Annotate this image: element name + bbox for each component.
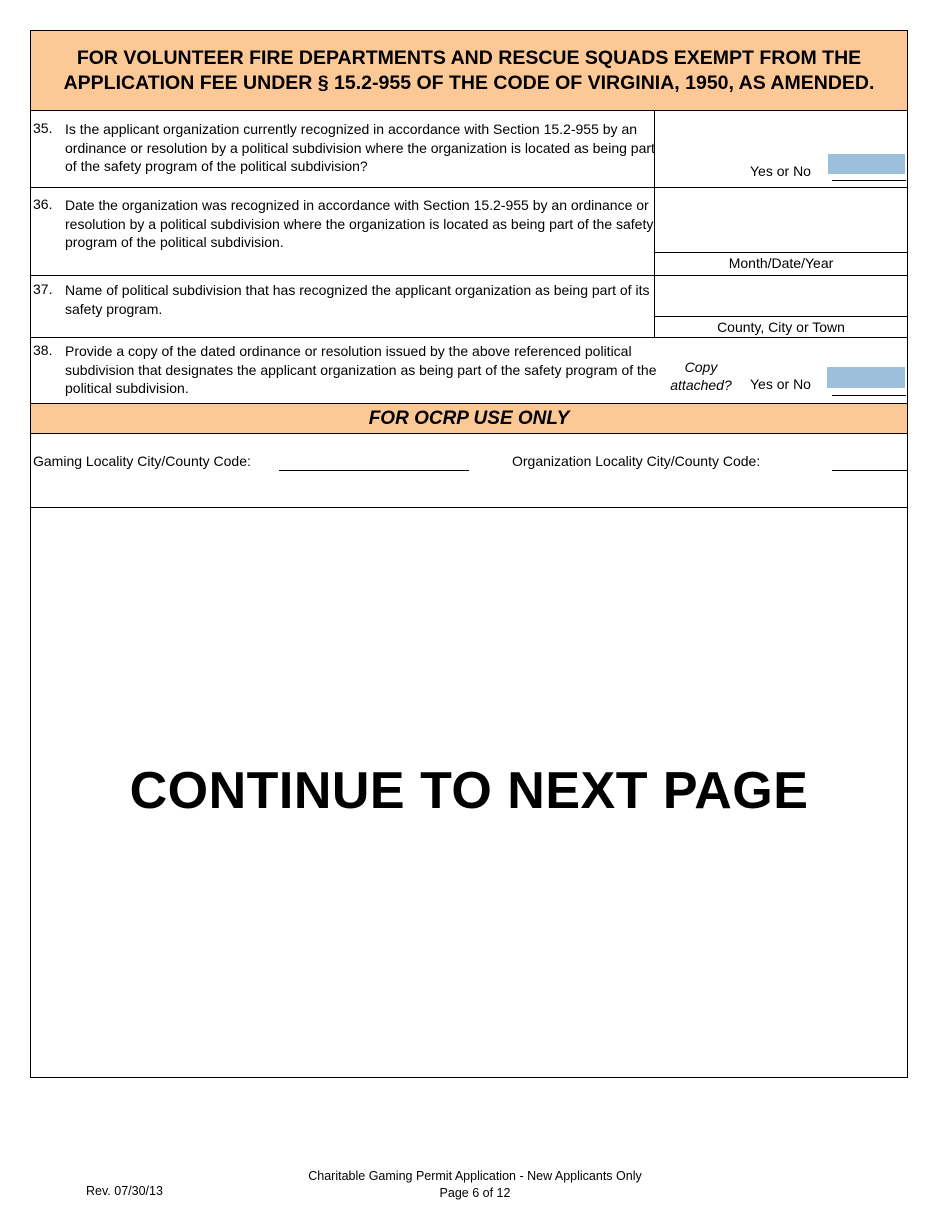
question-number: 36.: [33, 196, 53, 212]
q37-subdivision-field[interactable]: [655, 276, 907, 316]
question-35: [31, 111, 907, 188]
yes-no-label: Yes or No: [750, 163, 811, 179]
question-38: [31, 338, 907, 404]
q36-date-underline: [655, 252, 907, 253]
page-number: Page 6 of 12: [439, 1186, 511, 1200]
revision-date: Rev. 07/30/13: [86, 1184, 163, 1198]
gaming-locality-underline: [279, 470, 469, 471]
question-text: Date the organization was recognized in accordance with Section 15.2-955 by an ordinance or resolution by a political subdivision where the organization is located as being part of the safety program of the political subdivision.: [65, 197, 654, 250]
organization-locality-label: Organization Locality City/County Code:: [512, 453, 761, 469]
form-frame: [30, 30, 908, 1078]
gaming-locality-code-field[interactable]: [279, 446, 469, 470]
question-number: 37.: [33, 281, 53, 297]
q35-yes-no-field[interactable]: [828, 154, 905, 174]
header-line-1: FOR VOLUNTEER FIRE DEPARTMENTS AND RESCUE SQUADS EXEMPT FROM THE: [76, 46, 862, 69]
question-37: [31, 276, 907, 338]
yes-no-label: Yes or No: [750, 376, 811, 392]
continue-to-next-page: CONTINUE TO NEXT PAGE: [129, 762, 809, 820]
ocrp-section: [31, 434, 907, 508]
ocrp-use-only-banner: FOR OCRP USE ONLY: [31, 404, 907, 434]
organization-locality-code-field[interactable]: [832, 446, 907, 470]
q38-answer-underline: [832, 395, 906, 396]
county-city-town-label: County, City or Town: [717, 319, 845, 335]
q37-subdivision-underline: [655, 316, 907, 317]
question-number: 35.: [33, 120, 53, 136]
q36-date-field[interactable]: [655, 188, 907, 252]
q38-yes-no-field[interactable]: [827, 367, 905, 388]
question-36: [31, 188, 907, 276]
copy-attached-label: Copy attached?: [670, 359, 732, 393]
gaming-locality-label: Gaming Locality City/County Code:: [33, 453, 251, 469]
section-header: [31, 31, 907, 111]
question-text: Is the applicant organization currently recognized in accordance with Section 15.2-955 by an ordinance or resolution by a political subdivision where the organization is located as being part of the safety program of the political subdivision?: [65, 121, 655, 174]
q35-answer-underline: [832, 180, 906, 181]
header-line-2: APPLICATION FEE UNDER § 15.2-955 OF THE CODE OF VIRGINIA, 1950, AS AMENDED.: [63, 71, 875, 94]
organization-locality-underline: [832, 470, 907, 471]
month-date-year-label: Month/Date/Year: [728, 255, 834, 271]
question-text: Provide a copy of the dated ordinance or resolution issued by the above referenced political subdivision that designates the applicant organization as being part of the safety program of the political subdivision.: [65, 343, 657, 396]
question-number: 38.: [33, 342, 53, 358]
question-text: Name of political subdivision that has recognized the applicant organization as being part of its safety program.: [65, 282, 650, 317]
footer-title: Charitable Gaming Permit Application - New Applicants Only: [308, 1169, 642, 1183]
